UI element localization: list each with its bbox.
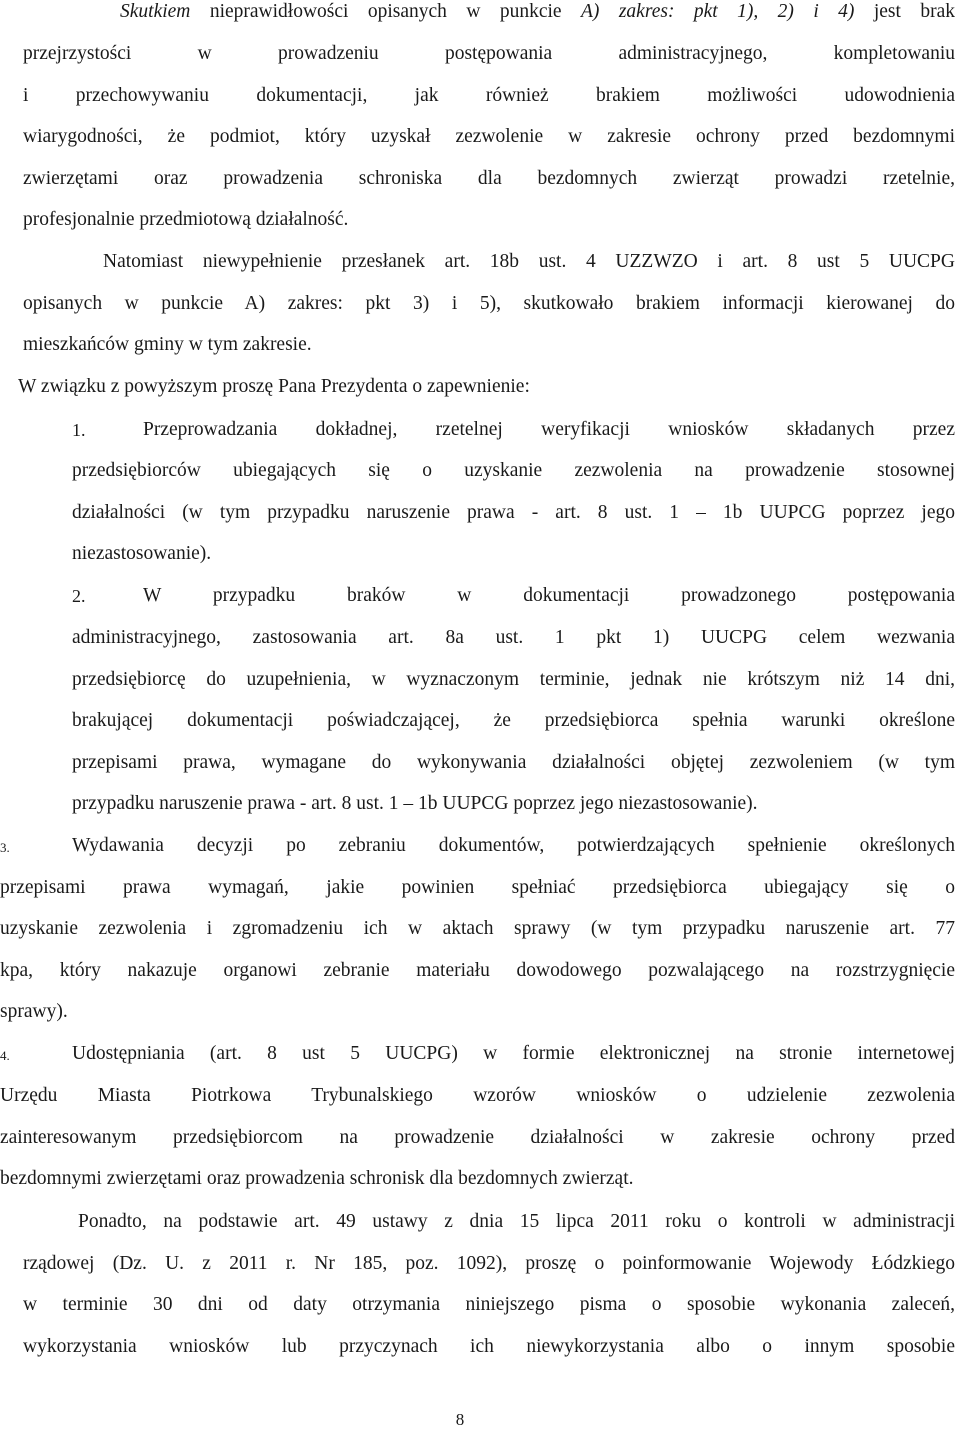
para2-line-2: opisanych w punkcie A) zakres: pkt 3) i 5), skutkowało brakiem informacji kierowanej do [23, 293, 955, 314]
item1-line-1: Przeprowadzania dokładnej, rzetelnej weryfikacji wniosków składanych przez [143, 419, 955, 440]
item2-line-5: przepisami prawa, wymagane do wykonywania działalności objętej zezwoleniem (w tym [72, 752, 955, 773]
item2-line-6: przypadku naruszenie prawa - art. 8 ust. 1 – 1b UUPCG poprzez jego niezastosowanie). [72, 793, 758, 814]
item2-number: 2. [72, 586, 86, 606]
item4-line-4: bezdomnymi zwierzętami oraz prowadzenia schronisk dla bezdomnych zwierząt. [0, 1168, 634, 1189]
item4-line-1: Udostępniania (art. 8 ust 5 UUCPG) w formie elektronicznej na stronie internetowej [72, 1043, 955, 1064]
item3-line-2: przepisami prawa wymagań, jakie powinien spełniać przedsiębiorca ubiegający się o [0, 877, 955, 898]
item4-number: 4. [0, 1048, 10, 1063]
para1-line-6: profesjonalnie przedmiotową działalność. [23, 209, 349, 230]
para1-line-1 [120, 0, 955, 24]
para3-line-3: w terminie 30 dni od daty otrzymania niniejszego pisma o sposobie wykonania zaleceń, [23, 1294, 955, 1315]
item3-line-4: kpa, który nakazuje organowi zebranie materiału dowodowego pozwalającego na rozstrzygnięcie [0, 960, 955, 981]
item3-line-5: sprawy). [0, 1001, 68, 1022]
para3-line-4: wykorzystania wniosków lub przyczynach ich niewykorzystania albo o innym sposobie [23, 1336, 955, 1357]
item2-line-4: brakującej dokumentacji poświadczającej, że przedsiębiorca spełnia warunki określone [72, 710, 955, 731]
para1-italic-range: A) zakres: pkt 1), 2) i 4) [581, 1, 855, 22]
para1-line-2: przejrzystości w prowadzeniu postępowania administracyjnego, kompletowaniu [23, 43, 955, 64]
item4-line-2: Urzędu Miasta Piotrkowa Trybunalskiego wzorów wniosków o udzielenie zezwolenia [0, 1085, 955, 1106]
item3-number: 3. [0, 840, 10, 855]
item3-line-1: Wydawania decyzji po zebraniu dokumentów, potwierdzających spełnienie określonych [72, 835, 955, 856]
request-line: W związku z powyższym proszę Pana Prezydenta o zapewnienie: [18, 376, 530, 397]
para3-line-2: rządowej (Dz. U. z 2011 r. Nr 185, poz. 1092), proszę o poinformowanie Wojewody Łódzkiego [23, 1253, 955, 1274]
item1-line-4: niezastosowanie). [72, 543, 212, 564]
para1-text-b: jest brak [854, 1, 955, 22]
item1-line-3: działalności (w tym przypadku naruszenie prawa - art. 8 ust. 1 – 1b UUPCG poprzez jego [72, 502, 955, 523]
para1-line-4: wiarygodności, że podmiot, który uzyskał zezwolenie w zakresie ochrony przed bezdomnymi [23, 126, 955, 147]
item2-line-1: W przypadku braków w dokumentacji prowadzonego postępowania [143, 585, 955, 606]
para2-line-1: Natomiast niewypełnienie przesłanek art. 18b ust. 4 UZZWZO i art. 8 ust 5 UUCPG [103, 251, 955, 272]
para1-text-a: nieprawidłowości opisanych w punkcie [190, 1, 582, 22]
para3-line-1: Ponadto, na podstawie art. 49 ustawy z dnia 15 lipca 2011 roku o kontroli w administracji [78, 1211, 955, 1232]
item1-line-2: przedsiębiorców ubiegających się o uzyskanie zezwolenia na prowadzenie stosownej [72, 460, 955, 481]
para1-italic-start: Skutkiem [120, 1, 191, 22]
item2-line-2: administracyjnego, zastosowania art. 8a ust. 1 pkt 1) UUCPG celem wezwania [72, 627, 955, 648]
para1-line-3: i przechowywaniu dokumentacji, jak również brakiem możliwości udowodnienia [23, 85, 955, 106]
item3-line-3: uzyskanie zezwolenia i zgromadzeniu ich w aktach sprawy (w tym przypadku naruszenie art. 77 [0, 918, 955, 939]
para2-line-3: mieszkańców gminy w tym zakresie. [23, 334, 312, 355]
para1-line-5: zwierzętami oraz prowadzenia schroniska dla bezdomnych zwierząt prowadzi rzetelnie, [23, 168, 955, 189]
item4-line-3: zainteresowanym przedsiębiorcom na prowadzenie działalności w zakresie ochrony przed [0, 1127, 955, 1148]
page-number: 8 [455, 1410, 465, 1429]
item2-line-3: przedsiębiorcę do uzupełnienia, w wyznaczonym terminie, jednak nie krótszym niż 14 dni, [72, 669, 955, 690]
item1-number: 1. [72, 420, 86, 440]
